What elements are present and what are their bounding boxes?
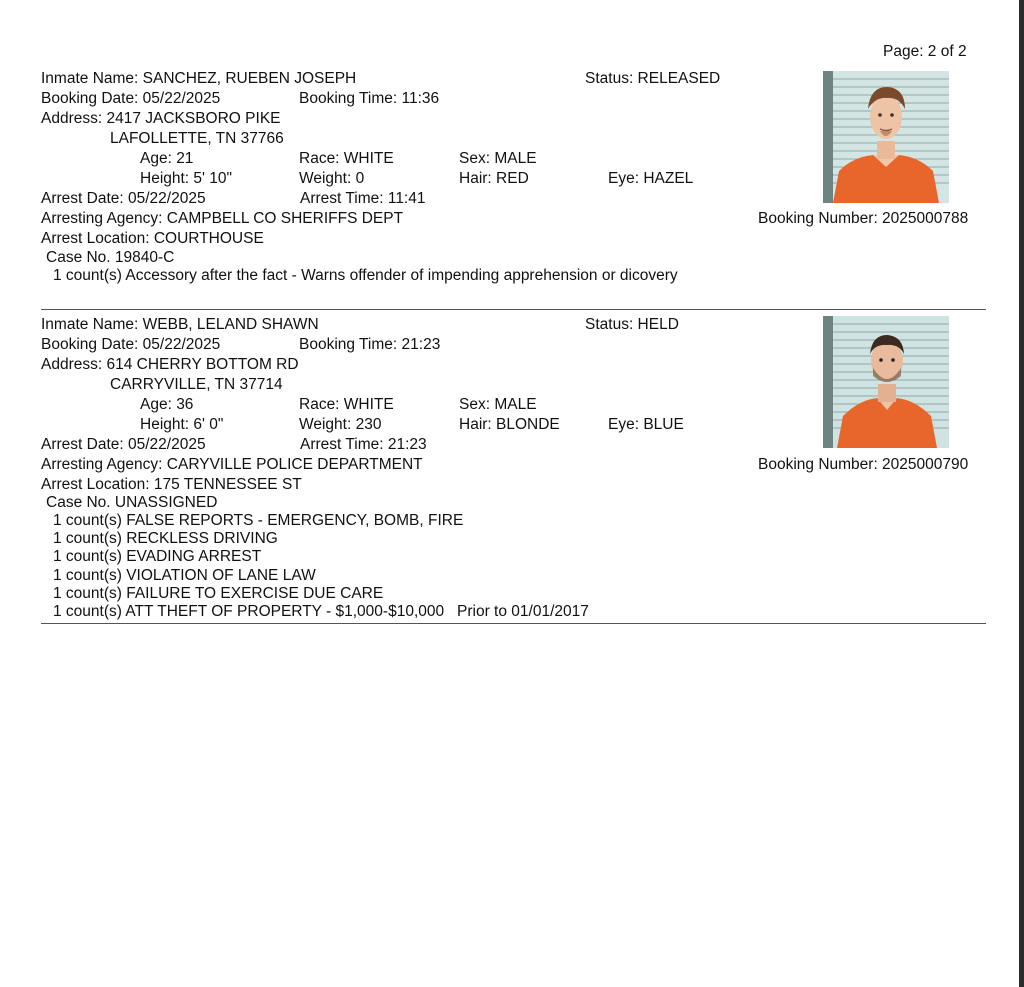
eye: Eye: BLUE	[608, 416, 684, 433]
race: Race: WHITE	[299, 396, 394, 413]
charge-line: 1 count(s) VIOLATION OF LANE LAW	[53, 567, 316, 584]
sex: Sex: MALE	[459, 150, 537, 167]
case-number: Case No. 19840-C	[46, 249, 175, 266]
charge-line: 1 count(s) FAILURE TO EXERCISE DUE CARE	[53, 585, 384, 602]
arrest-date: Arrest Date: 05/22/2025	[41, 436, 206, 453]
arrest-location: Arrest Location: 175 TENNESSEE ST	[41, 476, 302, 493]
charge-line: 1 count(s) RECKLESS DRIVING	[53, 530, 278, 547]
inmate-name: Inmate Name: SANCHEZ, RUEBEN JOSEPH	[41, 70, 357, 87]
page-number: Page: 2 of 2	[883, 43, 967, 60]
record-divider	[41, 623, 986, 624]
inmate-name: Inmate Name: WEBB, LELAND SHAWN	[41, 316, 319, 333]
age: Age: 36	[140, 396, 194, 413]
arrest-date: Arrest Date: 05/22/2025	[41, 190, 206, 207]
weight: Weight: 230	[299, 416, 382, 433]
charge-line: 1 count(s) Accessory after the fact - Warns offender of impending apprehension or dicovery	[53, 267, 678, 284]
address-line-1: Address: 2417 JACKSBORO PIKE	[41, 110, 281, 127]
hair: Hair: BLONDE	[459, 416, 560, 433]
mugshot-photo	[823, 316, 949, 448]
height: Height: 6' 0"	[140, 416, 224, 433]
arrest-time: Arrest Time: 11:41	[300, 190, 426, 207]
charge-line: 1 count(s) EVADING ARREST	[53, 548, 262, 565]
height: Height: 5' 10"	[140, 170, 233, 187]
booking-number: Booking Number: 2025000790	[758, 456, 969, 473]
record-divider	[41, 309, 986, 310]
age: Age: 21	[140, 150, 194, 167]
arrest-location: Arrest Location: COURTHOUSE	[41, 230, 264, 247]
mugshot-photo	[823, 71, 949, 203]
address-line-2: CARRYVILLE, TN 37714	[110, 376, 283, 393]
hair: Hair: RED	[459, 170, 529, 187]
race: Race: WHITE	[299, 150, 394, 167]
charge-line: 1 count(s) FALSE REPORTS - EMERGENCY, BOMB, FIRE	[53, 512, 464, 529]
status: Status: HELD	[585, 316, 679, 333]
arresting-agency: Arresting Agency: CAMPBELL CO SHERIFFS DEPT	[41, 210, 404, 227]
booking-time: Booking Time: 11:36	[299, 90, 440, 107]
arresting-agency: Arresting Agency: CARYVILLE POLICE DEPARTMENT	[41, 456, 423, 473]
eye: Eye: HAZEL	[608, 170, 694, 187]
booking-number: Booking Number: 2025000788	[758, 210, 969, 227]
weight: Weight: 0	[299, 170, 365, 187]
scrollbar[interactable]	[1019, 0, 1024, 987]
booking-date: Booking Date: 05/22/2025	[41, 336, 221, 353]
charge-line: 1 count(s) ATT THEFT OF PROPERTY - $1,000-$10,000 Prior to 01/01/2017	[53, 603, 589, 620]
booking-time: Booking Time: 21:23	[299, 336, 441, 353]
address-line-1: Address: 614 CHERRY BOTTOM RD	[41, 356, 299, 373]
booking-date: Booking Date: 05/22/2025	[41, 90, 221, 107]
sex: Sex: MALE	[459, 396, 537, 413]
status: Status: RELEASED	[585, 70, 721, 87]
arrest-time: Arrest Time: 21:23	[300, 436, 427, 453]
address-line-2: LAFOLLETTE, TN 37766	[110, 130, 284, 147]
case-number: Case No. UNASSIGNED	[46, 494, 218, 511]
